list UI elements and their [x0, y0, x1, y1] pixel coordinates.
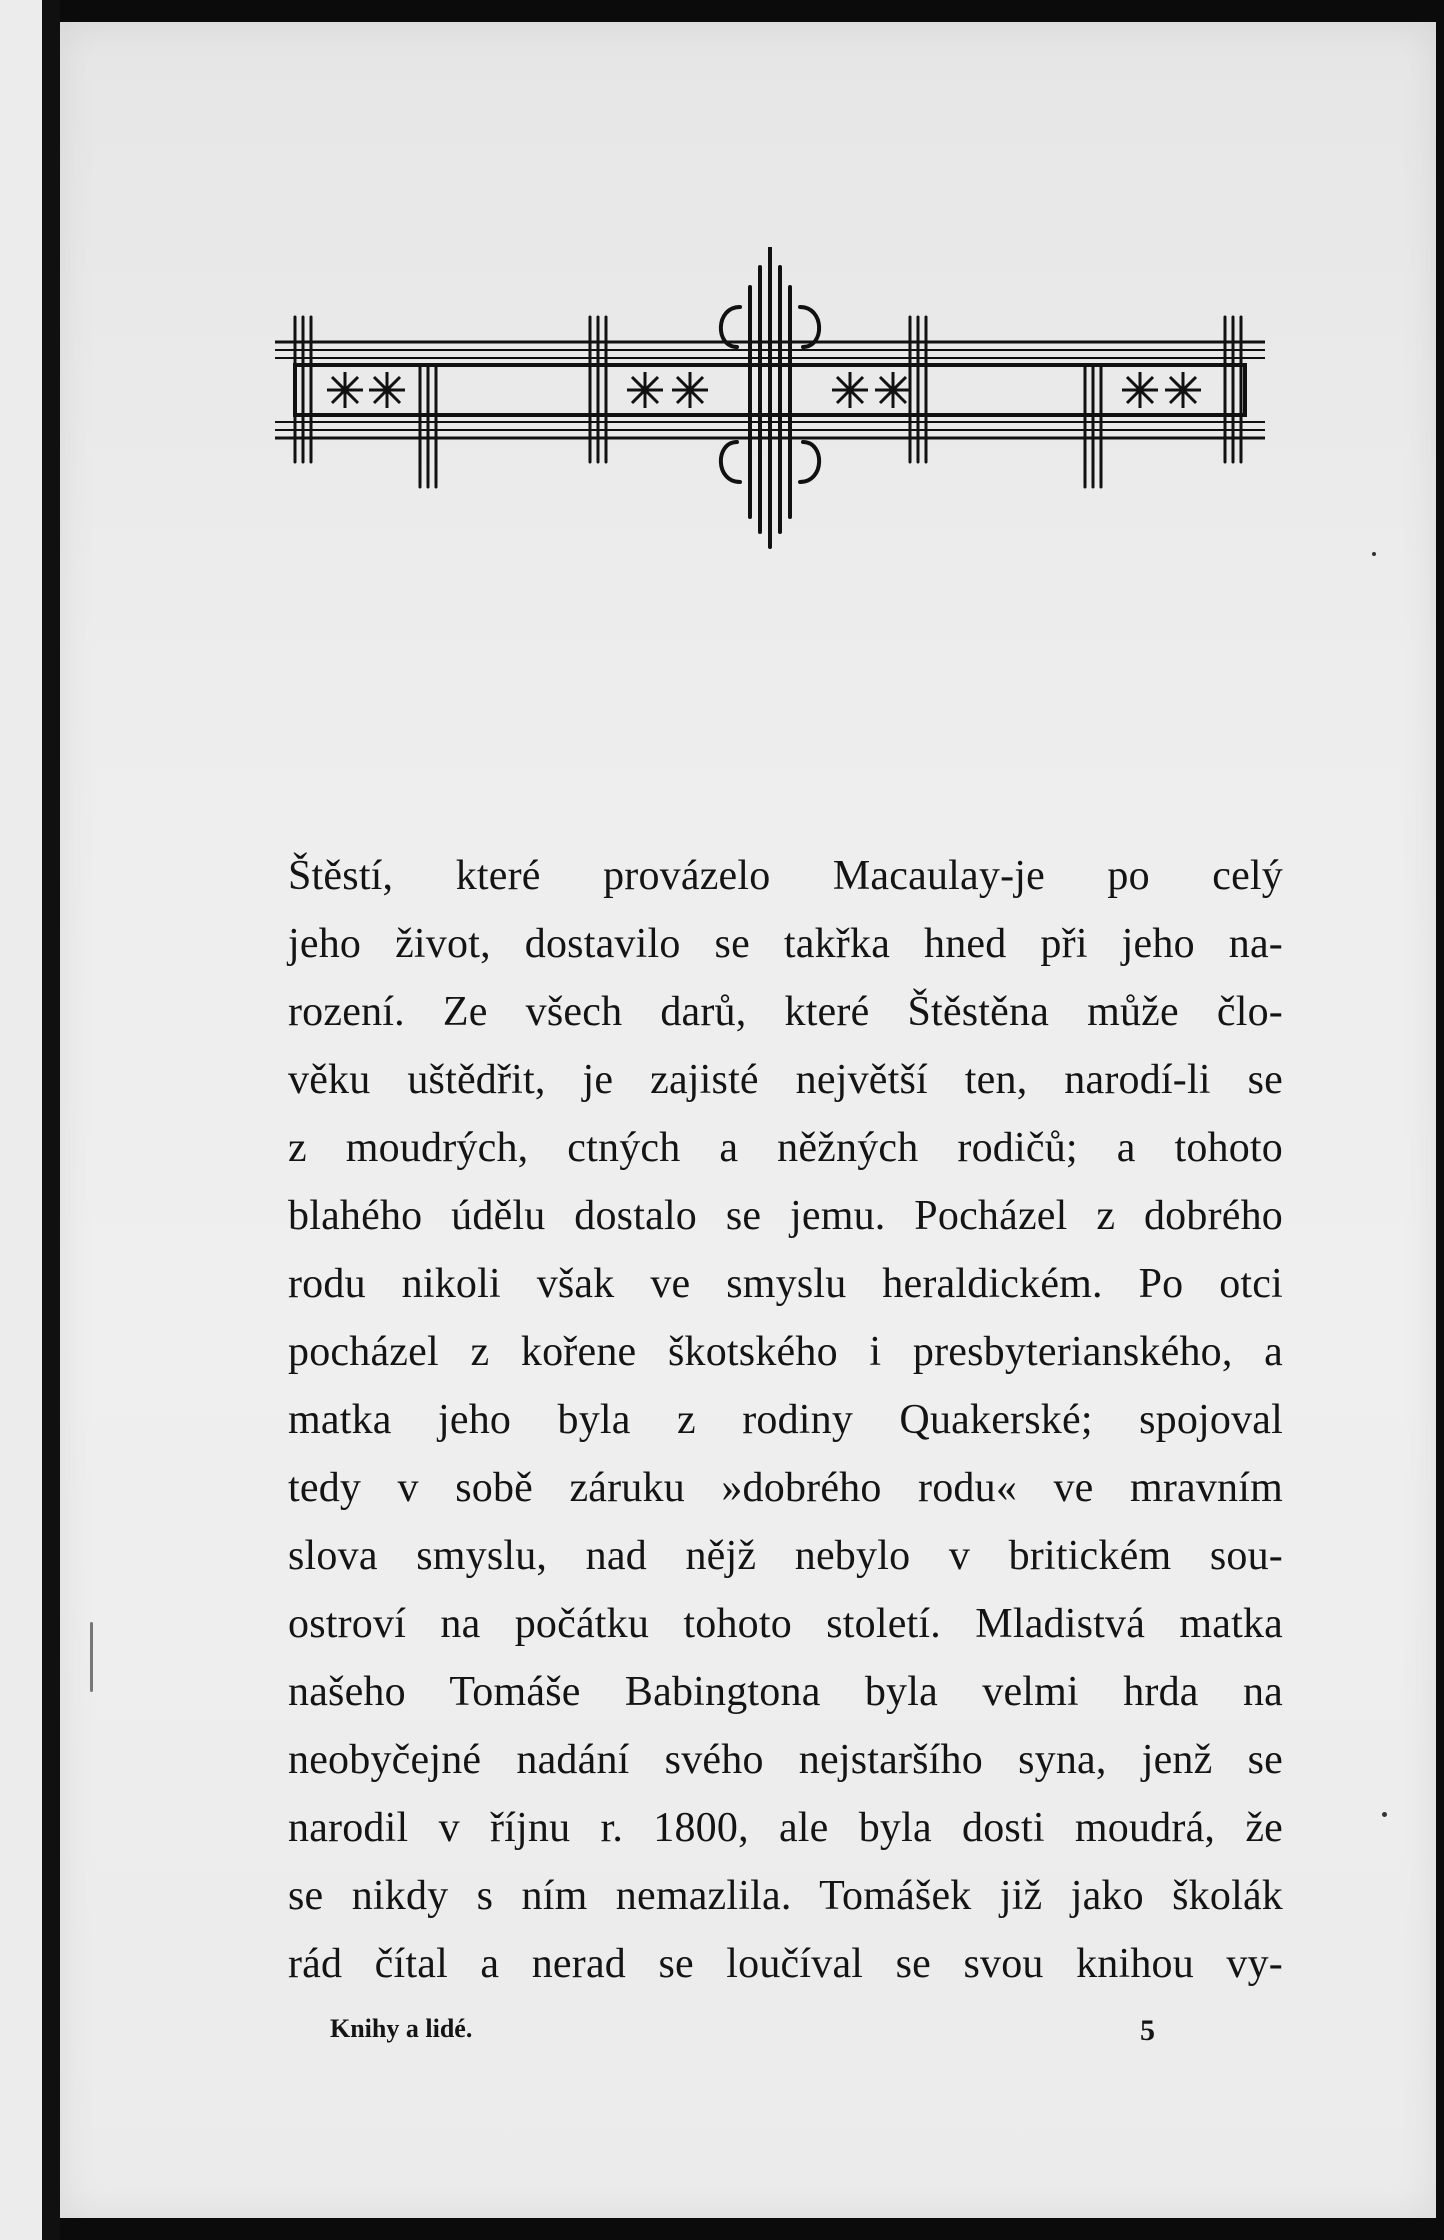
text-line: neobyčejné nadání svého nejstaršího syna, jenž se	[288, 1737, 1283, 1783]
text-line: se nikdy s ním nemazlila. Tomášek již jako školák	[288, 1873, 1283, 1919]
text-line: jeho život, dostavilo se takřka hned při jeho na-	[288, 921, 1283, 967]
body-text	[288, 842, 1283, 1998]
text-line: blahého údělu dostalo se jemu. Pocházel z dobrého	[288, 1193, 1283, 1239]
signature-mark: Knihy a lidé.	[330, 2014, 473, 2043]
scan-speck	[1382, 1812, 1387, 1817]
text-line: z moudrých, ctných a něžných rodičů; a tohoto	[288, 1125, 1283, 1171]
decorative-headpiece-ornament	[275, 247, 1265, 567]
text-line: narodil v říjnu r. 1800, ale byla dosti moudrá, že	[288, 1805, 1283, 1851]
text-line: rodu nikoli však ve smyslu heraldickém. Po otci	[288, 1261, 1283, 1307]
text-line: rád čítal a nerad se loučíval se svou knihou vy-	[288, 1941, 1283, 1987]
scan-speck	[90, 1622, 93, 1692]
text-line: Štěstí, které provázelo Macaulay-je po celý	[288, 853, 1283, 899]
scan-speck	[1372, 552, 1376, 556]
text-line: věku uštědřit, je zajisté největší ten, narodí-li se	[288, 1057, 1283, 1103]
scan-edge-left	[0, 0, 42, 2240]
text-line: ostroví na počátku tohoto století. Mladistvá matka	[288, 1601, 1283, 1647]
book-gutter	[42, 0, 60, 2240]
text-line: rození. Ze všech darů, které Štěstěna může člo-	[288, 989, 1283, 1035]
text-line: slova smyslu, nad nějž nebylo v britickém sou-	[288, 1533, 1283, 1579]
page-number: 5	[1140, 2014, 1155, 2047]
book-page	[60, 22, 1436, 2218]
text-line: tedy v sobě záruku »dobrého rodu« ve mravním	[288, 1465, 1283, 1511]
text-line: pocházel z kořene škotského i presbyterianského, a	[288, 1329, 1283, 1375]
text-line: našeho Tomáše Babingtona byla velmi hrda na	[288, 1669, 1283, 1715]
text-line: matka jeho byla z rodiny Quakerské; spojoval	[288, 1397, 1283, 1443]
